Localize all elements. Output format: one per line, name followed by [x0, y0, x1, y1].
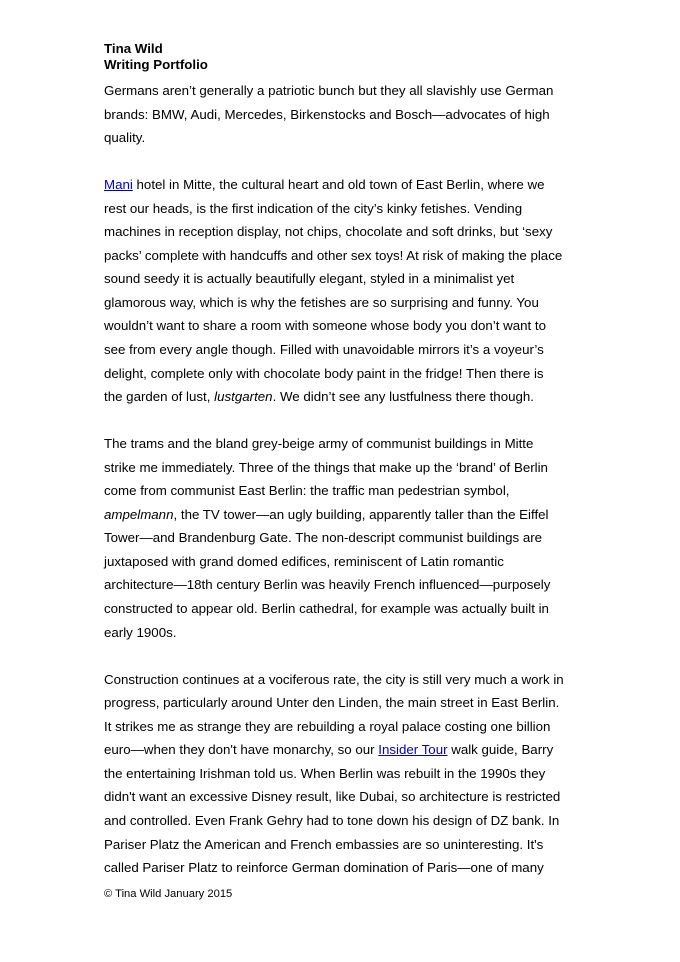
text-line: Pariser Platz the American and French embassies are so uninteresting. It's	[104, 836, 544, 852]
copyright-footer: © Tina Wild January 2015	[104, 888, 233, 900]
text-fragment: euro—when they don't have monarchy, so our	[104, 742, 379, 758]
text-line: strike me immediately. Three of the things that make up the ‘brand’ of Berlin	[104, 459, 548, 475]
text-line: and controlled. Even Frank Gehry had to tone down his design of DZ bank. In	[104, 812, 560, 828]
text-line: called Pariser Platz to reinforce German domination of Paris—one of many	[104, 860, 544, 876]
text-line: early 1900s.	[104, 624, 177, 640]
text-line: The trams and the bland grey-beige army of communist buildings in Mitte	[104, 436, 534, 452]
author-name: Tina Wild	[104, 41, 163, 56]
text-line: packs’ complete with handcuffs and other sex toys! At risk of making the place	[104, 247, 563, 263]
article-body	[104, 79, 584, 903]
text-line: sound seedy it is actually beautifully elegant, styled in a minimalist yet	[104, 271, 515, 287]
text-line: didn't want an excessive Disney result, like Dubai, so architecture is restricted	[104, 789, 561, 805]
text-line: architecture—18th century Berlin was heavily French influenced—purposely	[104, 577, 551, 593]
text-line: brands: BMW, Audi, Mercedes, Birkenstocks and Bosch—advocates of high	[104, 106, 550, 122]
text-line: quality.	[104, 130, 146, 146]
italic-term: lustgarten	[214, 389, 273, 405]
text-line: delight, complete only with chocolate body paint in the fridge! Then there is	[104, 365, 544, 381]
text-line: wouldn’t want to share a room with someone whose body you don’t want to	[104, 318, 547, 334]
text-line: Germans aren’t generally a patriotic bunch but they all slavishly use German	[104, 83, 554, 98]
text-line: progress, particularly around Unter den Linden, the main street in East Berlin.	[104, 695, 560, 711]
text-fragment: . We didn’t see any lustfulness there though.	[272, 389, 534, 405]
text-line: machines in reception display, not chips, chocolate and soft drinks, but ‘sexy	[104, 224, 553, 240]
portfolio-title: Writing Portfolio	[104, 57, 208, 72]
text-line: Construction continues at a vociferous rate, the city is still very much a work in	[104, 671, 564, 687]
mani-hotel-link[interactable]: Mani	[104, 177, 133, 193]
text-line: juxtaposed with grand domed edifices, reminiscent of Latin romantic	[104, 553, 504, 569]
paragraph-brands	[104, 79, 584, 150]
text-line	[104, 503, 584, 527]
paragraph-construction	[104, 668, 584, 880]
text-fragment: , the TV tower—an ugly building, apparently taller than the Eiffel	[173, 506, 549, 522]
text-line: Tower—and Brandenburg Gate. The non-descript communist buildings are	[104, 530, 543, 546]
text-line: constructed to appear old. Berlin cathedral, for example was actually built in	[104, 601, 549, 617]
text-fragment: walk guide, Barry	[447, 742, 554, 758]
text-line: glamorous way, which is why the fetishes are so surprising and funny. You	[104, 294, 539, 310]
italic-term: ampelmann	[104, 506, 174, 522]
text-line: It strikes me as strange they are rebuilding a royal palace costing one billion	[104, 718, 551, 734]
text-line: rest our heads, is the first indication of the city’s kinky fetishes. Vending	[104, 200, 523, 216]
text-line	[104, 738, 584, 762]
document-header	[104, 41, 208, 73]
text-line: come from communist East Berlin: the traffic man pedestrian symbol,	[104, 483, 510, 499]
text-fragment: hotel in Mitte, the cultural heart and old town of East Berlin, where we	[132, 177, 545, 193]
text-line	[104, 173, 584, 197]
text-line: see from every angle though. Filled with unavoidable mirrors it’s a voyeur’s	[104, 342, 544, 358]
text-line: the entertaining Irishman told us. When Berlin was rebuilt in the 1990s they	[104, 765, 546, 781]
text-fragment: the garden of lust,	[104, 389, 215, 405]
text-line	[104, 385, 584, 409]
paragraph-communist-buildings	[104, 432, 584, 644]
paragraph-mani-hotel	[104, 173, 584, 408]
insider-tour-link[interactable]: Insider Tour	[378, 742, 448, 758]
